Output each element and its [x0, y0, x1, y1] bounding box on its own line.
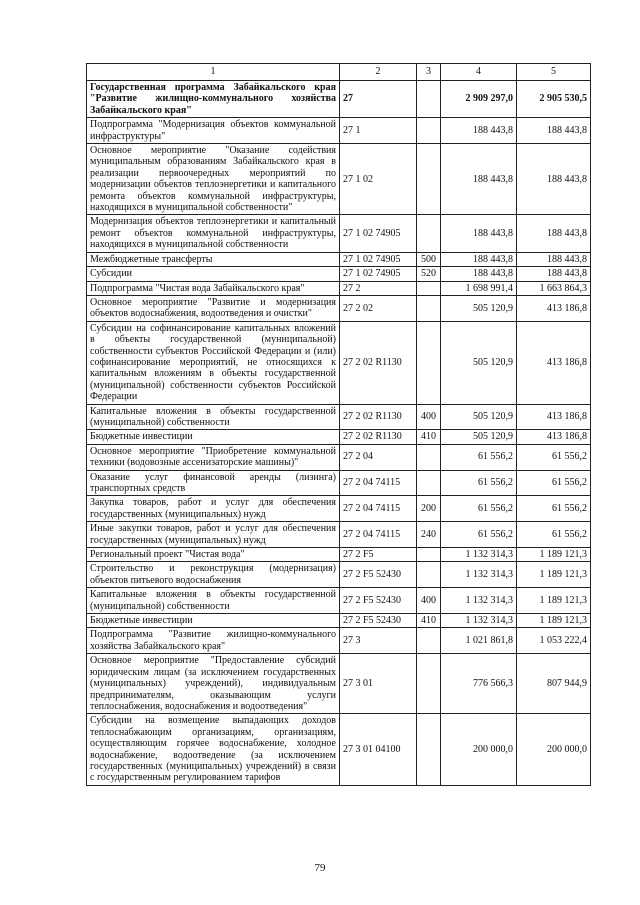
row-expense-type-cell [417, 628, 441, 654]
table-row [87, 144, 591, 215]
row-code-cell: 27 2 F5 52430 [340, 588, 417, 614]
row-name-cell: Бюджетные инвестиции [87, 430, 340, 444]
row-code-cell: 27 2 02 R1130 [340, 430, 417, 444]
row-name-cell: Субсидии [87, 267, 340, 281]
row-amount-year1-cell: 776 566,3 [441, 654, 517, 714]
row-name-cell: Строительство и реконструкция (модернизация) объектов питьевого водоснабжения [87, 562, 340, 588]
row-amount-year1-cell: 1 132 314,3 [441, 562, 517, 588]
table-row [87, 430, 591, 444]
row-code-cell: 27 2 04 74115 [340, 496, 417, 522]
row-name-cell: Капитальные вложения в объекты государственной (муниципальной) собственности [87, 588, 340, 614]
row-amount-year2-cell: 188 443,8 [517, 215, 591, 252]
table-row [87, 295, 591, 321]
table-row [87, 118, 591, 144]
row-name-cell: Оказание услуг финансовой аренды (лизинга) транспортных средств [87, 470, 340, 496]
table-row [87, 522, 591, 548]
row-code-cell: 27 2 02 [340, 295, 417, 321]
row-amount-year1-cell: 61 556,2 [441, 522, 517, 548]
row-expense-type-cell [417, 562, 441, 588]
row-amount-year1-cell: 61 556,2 [441, 470, 517, 496]
row-expense-type-cell [417, 215, 441, 252]
row-amount-year1-cell: 1 698 991,4 [441, 281, 517, 295]
row-amount-year1-cell: 188 443,8 [441, 215, 517, 252]
column-number-3: 3 [417, 64, 441, 81]
row-amount-year2-cell: 61 556,2 [517, 522, 591, 548]
row-expense-type-cell [417, 295, 441, 321]
row-amount-year2-cell: 61 556,2 [517, 470, 591, 496]
table-row [87, 81, 591, 118]
row-amount-year2-cell: 1 189 121,3 [517, 562, 591, 588]
row-code-cell: 27 2 04 [340, 444, 417, 470]
row-code-cell: 27 1 [340, 118, 417, 144]
row-amount-year2-cell: 413 186,8 [517, 321, 591, 404]
table-row [87, 267, 591, 281]
row-name-cell: Основное мероприятие "Развитие и модернизация объектов водоснабжения, водоотведения и очистки" [87, 295, 340, 321]
row-code-cell: 27 1 02 74905 [340, 215, 417, 252]
row-amount-year2-cell: 1 189 121,3 [517, 548, 591, 562]
row-name-cell: Иные закупки товаров, работ и услуг для обеспечения государственных (муниципальных) нужд [87, 522, 340, 548]
row-name-cell: Бюджетные инвестиции [87, 614, 340, 628]
row-amount-year2-cell: 61 556,2 [517, 444, 591, 470]
row-code-cell: 27 3 [340, 628, 417, 654]
row-expense-type-cell [417, 548, 441, 562]
row-amount-year2-cell: 413 186,8 [517, 404, 591, 430]
row-amount-year2-cell: 1 189 121,3 [517, 614, 591, 628]
row-code-cell: 27 2 04 74115 [340, 470, 417, 496]
row-amount-year1-cell: 505 120,9 [441, 404, 517, 430]
row-expense-type-cell [417, 444, 441, 470]
table-row [87, 496, 591, 522]
row-code-cell: 27 2 02 R1130 [340, 404, 417, 430]
row-amount-year2-cell: 188 443,8 [517, 252, 591, 266]
row-amount-year2-cell: 188 443,8 [517, 144, 591, 215]
column-number-1: 1 [87, 64, 340, 81]
row-amount-year2-cell: 1 663 864,3 [517, 281, 591, 295]
row-amount-year2-cell: 1 189 121,3 [517, 588, 591, 614]
budget-table [86, 63, 591, 786]
row-amount-year2-cell: 2 905 530,5 [517, 81, 591, 118]
table-row [87, 404, 591, 430]
row-name-cell: Основное мероприятие "Приобретение коммунальной техники (водовозные ассенизаторские машины)" [87, 444, 340, 470]
table-row [87, 321, 591, 404]
page-number: 79 [314, 862, 326, 874]
column-number-row [87, 64, 591, 81]
row-expense-type-cell: 240 [417, 522, 441, 548]
row-name-cell: Основное мероприятие "Предоставление субсидий юридическим лицам (за исключением государственных (муниципальных) учреждений), индивидуальным предпринимателям, оказывающим услуги теплоснабжения, водоснабжения и водоотведения" [87, 654, 340, 714]
row-expense-type-cell [417, 654, 441, 714]
row-amount-year2-cell: 413 186,8 [517, 295, 591, 321]
table-row [87, 470, 591, 496]
table-row [87, 444, 591, 470]
row-amount-year1-cell: 1 132 314,3 [441, 614, 517, 628]
row-name-cell: Подпрограмма "Развитие жилищно-коммунального хозяйства Забайкальского края" [87, 628, 340, 654]
row-expense-type-cell [417, 81, 441, 118]
row-amount-year2-cell: 61 556,2 [517, 496, 591, 522]
row-expense-type-cell [417, 470, 441, 496]
row-amount-year1-cell: 2 909 297,0 [441, 81, 517, 118]
row-expense-type-cell [417, 118, 441, 144]
row-code-cell: 27 2 [340, 281, 417, 295]
row-amount-year1-cell: 1 132 314,3 [441, 588, 517, 614]
row-name-cell: Межбюджетные трансферты [87, 252, 340, 266]
budget-table-body [87, 64, 591, 786]
row-amount-year2-cell: 188 443,8 [517, 118, 591, 144]
row-expense-type-cell [417, 281, 441, 295]
row-name-cell: Закупка товаров, работ и услуг для обеспечения государственных (муниципальных) нужд [87, 496, 340, 522]
row-amount-year1-cell: 1 021 861,8 [441, 628, 517, 654]
row-amount-year1-cell: 505 120,9 [441, 295, 517, 321]
row-name-cell: Субсидии на возмещение выпадающих доходов теплоснабжающим организациям, организациям, осуществляющим горячее водоснабжение, холодное водоснабжение, водоотведение (за исключением государственных (муниципальных) учреждений) в связи с государственным регулированием тарифов [87, 714, 340, 785]
row-amount-year1-cell: 1 132 314,3 [441, 548, 517, 562]
table-row [87, 714, 591, 785]
row-amount-year1-cell: 61 556,2 [441, 496, 517, 522]
row-amount-year2-cell: 1 053 222,4 [517, 628, 591, 654]
row-code-cell: 27 2 F5 [340, 548, 417, 562]
row-code-cell: 27 1 02 [340, 144, 417, 215]
row-amount-year1-cell: 188 443,8 [441, 252, 517, 266]
row-expense-type-cell: 520 [417, 267, 441, 281]
row-amount-year1-cell: 188 443,8 [441, 267, 517, 281]
table-row [87, 562, 591, 588]
row-code-cell: 27 1 02 74905 [340, 252, 417, 266]
row-name-cell: Региональный проект "Чистая вода" [87, 548, 340, 562]
row-name-cell: Основное мероприятие "Оказание содействия муниципальным образованиям Забайкальского края в реализации первоочередных мероприятий по модернизации объектов теплоэнергетики и капитального ремонта объектов коммунальной инфраструктуры, находящихся в муниципальной собственности" [87, 144, 340, 215]
table-row [87, 215, 591, 252]
row-code-cell: 27 2 F5 52430 [340, 562, 417, 588]
row-code-cell: 27 2 02 R1130 [340, 321, 417, 404]
row-amount-year1-cell: 505 120,9 [441, 430, 517, 444]
row-amount-year1-cell: 200 000,0 [441, 714, 517, 785]
row-name-cell: Государственная программа Забайкальского края "Развитие жилищно-коммунального хозяйства Забайкальского края" [87, 81, 340, 118]
row-expense-type-cell: 500 [417, 252, 441, 266]
column-number-4: 4 [441, 64, 517, 81]
column-number-2: 2 [340, 64, 417, 81]
row-amount-year1-cell: 188 443,8 [441, 118, 517, 144]
row-expense-type-cell: 200 [417, 496, 441, 522]
row-expense-type-cell [417, 144, 441, 215]
row-code-cell: 27 3 01 [340, 654, 417, 714]
row-amount-year2-cell: 807 944,9 [517, 654, 591, 714]
table-row [87, 628, 591, 654]
row-name-cell: Капитальные вложения в объекты государственной (муниципальной) собственности [87, 404, 340, 430]
row-code-cell: 27 [340, 81, 417, 118]
table-row [87, 588, 591, 614]
row-expense-type-cell: 410 [417, 614, 441, 628]
row-expense-type-cell: 400 [417, 588, 441, 614]
row-expense-type-cell [417, 714, 441, 785]
table-row [87, 654, 591, 714]
row-name-cell: Подпрограмма "Модернизация объектов коммунальной инфраструктуры" [87, 118, 340, 144]
row-amount-year2-cell: 188 443,8 [517, 267, 591, 281]
row-name-cell: Субсидии на софинансирование капитальных вложений в объекты государственной (муниципальной) собственности субъектов Российской Федерации и (или) софинансирование мероприятий, не относящихся к капитальным вложениям в объекты государственной (муниципальной) собственности субъектов Российской Федерации [87, 321, 340, 404]
table-row [87, 281, 591, 295]
row-amount-year2-cell: 200 000,0 [517, 714, 591, 785]
row-amount-year1-cell: 188 443,8 [441, 144, 517, 215]
row-name-cell: Подпрограмма "Чистая вода Забайкальского края" [87, 281, 340, 295]
row-code-cell: 27 3 01 04100 [340, 714, 417, 785]
row-expense-type-cell: 400 [417, 404, 441, 430]
row-amount-year2-cell: 413 186,8 [517, 430, 591, 444]
row-amount-year1-cell: 505 120,9 [441, 321, 517, 404]
table-row [87, 252, 591, 266]
row-code-cell: 27 1 02 74905 [340, 267, 417, 281]
table-row [87, 548, 591, 562]
row-code-cell: 27 2 04 74115 [340, 522, 417, 548]
row-code-cell: 27 2 F5 52430 [340, 614, 417, 628]
row-expense-type-cell: 410 [417, 430, 441, 444]
row-amount-year1-cell: 61 556,2 [441, 444, 517, 470]
row-expense-type-cell [417, 321, 441, 404]
row-name-cell: Модернизация объектов теплоэнергетики и капитальный ремонт объектов коммунальной инфраструктуры, находящихся в муниципальной собственности [87, 215, 340, 252]
column-number-5: 5 [517, 64, 591, 81]
table-row [87, 614, 591, 628]
